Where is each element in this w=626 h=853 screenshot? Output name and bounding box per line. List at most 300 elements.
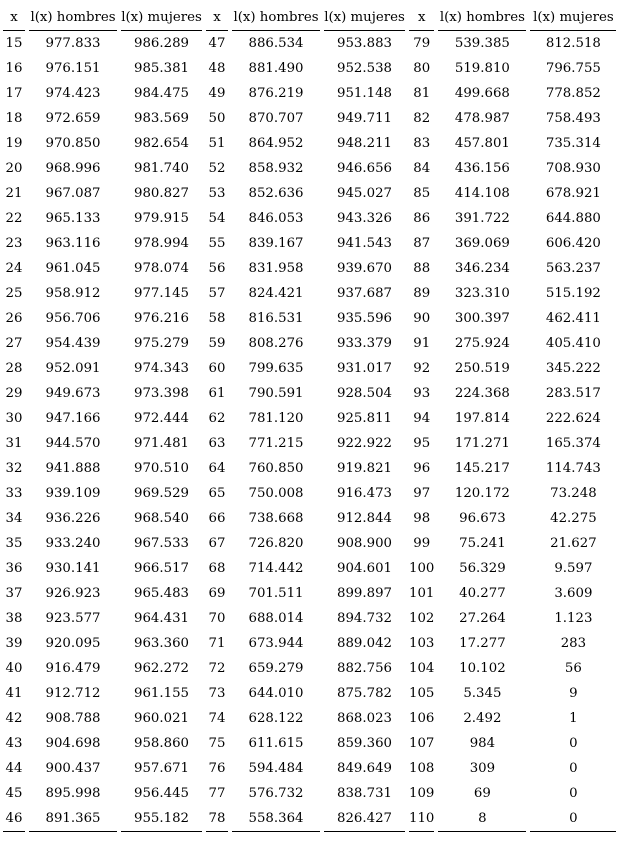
cell-mujeres-1: 962.272	[134, 661, 189, 676]
cell-x-2: 47	[208, 36, 226, 51]
cell-x-2: 70	[208, 611, 226, 626]
cell-x-1: 38	[5, 611, 23, 626]
cell-mujeres-1: 983.569	[134, 111, 189, 126]
life-table	[0, 5, 620, 832]
cell-hombres-3: 10.102	[459, 661, 506, 676]
cell-mujeres-2: 948.211	[337, 136, 392, 151]
cell-hombres-3: 171.271	[454, 436, 510, 451]
cell-hombres-2: 824.421	[248, 286, 304, 301]
cell-x-1: 25	[5, 286, 23, 301]
cell-x-1: 15	[5, 36, 23, 51]
table-row	[3, 231, 616, 256]
cell-x-1: 18	[5, 111, 23, 126]
cell-x-1: 44	[5, 761, 23, 776]
cell-x-1: 22	[5, 211, 23, 226]
cell-mujeres-2: 949.711	[337, 111, 392, 126]
cell-x-1: 43	[5, 736, 23, 751]
cell-mujeres-3: 1	[569, 711, 578, 726]
cell-hombres-3: 197.814	[454, 411, 510, 426]
cell-mujeres-1: 985.381	[134, 61, 189, 76]
cell-hombres-2: 790.591	[248, 386, 304, 401]
cell-hombres-2: 750.008	[248, 486, 304, 501]
cell-x-1: 16	[5, 61, 23, 76]
header-hombres-2: l(x) hombres	[232, 5, 320, 31]
cell-hombres-1: 970.850	[45, 136, 101, 151]
table-row	[3, 106, 616, 131]
cell-x-3: 91	[413, 336, 431, 351]
cell-mujeres-2: 899.897	[337, 586, 392, 601]
cell-mujeres-2: 941.543	[337, 236, 392, 251]
cell-mujeres-1: 982.654	[134, 136, 189, 151]
cell-mujeres-3: 0	[569, 786, 578, 801]
cell-mujeres-3: 405.410	[545, 336, 601, 351]
cell-x-3: 84	[413, 161, 431, 176]
cell-mujeres-3: 515.192	[545, 286, 601, 301]
cell-hombres-3: 69	[473, 786, 491, 801]
cell-hombres-2: 738.668	[248, 511, 304, 526]
cell-x-2: 64	[208, 461, 226, 476]
cell-x-1: 19	[5, 136, 23, 151]
cell-hombres-1: 967.087	[45, 186, 101, 201]
cell-mujeres-1: 976.216	[134, 311, 189, 326]
cell-hombres-2: 846.053	[248, 211, 304, 226]
cell-x-3: 81	[413, 86, 431, 101]
cell-mujeres-1: 978.074	[134, 261, 189, 276]
cell-mujeres-3: 708.930	[545, 161, 601, 176]
cell-x-3: 79	[413, 36, 431, 51]
cell-hombres-1: 916.479	[45, 661, 101, 676]
cell-x-1: 29	[5, 386, 23, 401]
cell-hombres-1: 908.788	[45, 711, 101, 726]
cell-mujeres-3: 0	[530, 806, 616, 832]
cell-hombres-1: 920.095	[45, 636, 101, 651]
cell-x-1: 33	[5, 486, 23, 501]
cell-x-2: 54	[208, 211, 226, 226]
cell-mujeres-1: 969.529	[134, 486, 189, 501]
cell-mujeres-1: 957.671	[134, 761, 189, 776]
cell-x-1: 21	[5, 186, 23, 201]
cell-x-2: 63	[208, 436, 226, 451]
cell-hombres-3: 250.519	[454, 361, 510, 376]
cell-hombres-1: 912.712	[45, 686, 101, 701]
cell-mujeres-3: 812.518	[545, 36, 601, 51]
cell-mujeres-3: 678.921	[545, 186, 601, 201]
cell-mujeres-3: 644.880	[545, 211, 601, 226]
cell-hombres-2: 876.219	[248, 86, 304, 101]
cell-x-1: 30	[5, 411, 23, 426]
cell-hombres-1: 965.133	[45, 211, 101, 226]
cell-mujeres-3: 778.852	[545, 86, 601, 101]
cell-hombres-3: 414.108	[454, 186, 510, 201]
cell-mujeres-2: 838.731	[337, 786, 392, 801]
cell-mujeres-2: 937.687	[337, 286, 392, 301]
cell-x-1: 17	[5, 86, 23, 101]
cell-hombres-1: 933.240	[45, 536, 101, 551]
table-row	[3, 531, 616, 556]
cell-x-2: 48	[208, 61, 226, 76]
cell-hombres-2: 576.732	[248, 786, 304, 801]
header-x-3: x	[409, 5, 434, 31]
cell-mujeres-2: 943.326	[337, 211, 392, 226]
cell-x-2: 55	[208, 236, 226, 251]
cell-mujeres-3: 9.597	[554, 561, 593, 576]
cell-x-1: 26	[5, 311, 23, 326]
cell-hombres-2: 714.442	[248, 561, 304, 576]
cell-x-2: 75	[208, 736, 226, 751]
cell-mujeres-3: 73.248	[550, 486, 597, 501]
cell-x-3: 88	[413, 261, 431, 276]
cell-mujeres-3: 563.237	[545, 261, 601, 276]
cell-hombres-2: 688.014	[248, 611, 304, 626]
cell-hombres-3: 224.368	[454, 386, 510, 401]
cell-mujeres-1: 968.540	[134, 511, 189, 526]
cell-hombres-2: 831.958	[248, 261, 304, 276]
cell-x-3: 103	[409, 636, 435, 651]
cell-hombres-2: 799.635	[248, 361, 304, 376]
cell-x-1: 31	[5, 436, 23, 451]
cell-x-3: 104	[409, 661, 435, 676]
cell-hombres-2: 864.952	[248, 136, 304, 151]
cell-hombres-3: 5.345	[463, 686, 502, 701]
cell-hombres-3: 96.673	[459, 511, 506, 526]
cell-mujeres-1: 973.398	[134, 386, 189, 401]
table-row	[3, 81, 616, 106]
table-row	[3, 381, 616, 406]
cell-mujeres-3: 3.609	[554, 586, 593, 601]
cell-x-3: 87	[413, 236, 431, 251]
cell-mujeres-1: 979.915	[134, 211, 189, 226]
cell-x-2: 60	[208, 361, 226, 376]
cell-hombres-3: 56.329	[459, 561, 506, 576]
cell-x-2: 67	[208, 536, 226, 551]
cell-hombres-1: 976.151	[45, 61, 101, 76]
cell-x-2: 62	[208, 411, 226, 426]
cell-hombres-1: 956.706	[45, 311, 101, 326]
cell-mujeres-1: 960.021	[134, 711, 189, 726]
cell-hombres-1: 895.998	[45, 786, 101, 801]
cell-hombres-1: 952.091	[45, 361, 101, 376]
cell-mujeres-2: 912.844	[337, 511, 392, 526]
cell-x-2: 58	[208, 311, 226, 326]
cell-mujeres-2: 916.473	[337, 486, 392, 501]
cell-mujeres-1: 971.481	[134, 436, 189, 451]
cell-mujeres-3: 796.755	[545, 61, 601, 76]
cell-x-3: 110	[409, 806, 434, 832]
cell-x-3: 106	[409, 711, 435, 726]
cell-x-2: 49	[208, 86, 226, 101]
cell-mujeres-2: 875.782	[337, 686, 392, 701]
table-body	[3, 31, 616, 832]
cell-x-2: 73	[208, 686, 226, 701]
cell-mujeres-1: 978.994	[134, 236, 189, 251]
cell-hombres-3: 984	[469, 736, 496, 751]
cell-x-1: 40	[5, 661, 23, 676]
cell-hombres-1: 954.439	[45, 336, 101, 351]
cell-mujeres-2: 849.649	[337, 761, 392, 776]
cell-mujeres-1: 967.533	[134, 536, 189, 551]
table-row	[3, 481, 616, 506]
cell-x-1: 35	[5, 536, 23, 551]
cell-x-2: 56	[208, 261, 226, 276]
header-x-2: x	[206, 5, 228, 31]
cell-mujeres-2: 925.811	[337, 411, 392, 426]
cell-hombres-2: 611.615	[248, 736, 304, 751]
cell-hombres-1: 941.888	[45, 461, 101, 476]
table-row	[3, 806, 616, 832]
header-row	[3, 5, 616, 31]
cell-hombres-3: 300.397	[454, 311, 510, 326]
cell-mujeres-1: 961.155	[134, 686, 189, 701]
table-row	[3, 606, 616, 631]
cell-mujeres-1: 980.827	[134, 186, 189, 201]
cell-x-3: 94	[413, 411, 431, 426]
table-row	[3, 306, 616, 331]
cell-hombres-1: 904.698	[45, 736, 101, 751]
cell-mujeres-1: 965.483	[134, 586, 189, 601]
cell-x-3: 97	[413, 486, 431, 501]
cell-hombres-3: 346.234	[454, 261, 510, 276]
cell-x-2: 51	[208, 136, 226, 151]
table-row	[3, 156, 616, 181]
cell-mujeres-2: 859.360	[337, 736, 392, 751]
cell-hombres-3: 323.310	[454, 286, 510, 301]
cell-hombres-2: 558.364	[232, 806, 320, 832]
cell-mujeres-3: 735.314	[545, 136, 601, 151]
cell-x-1: 32	[5, 461, 23, 476]
table-row	[3, 456, 616, 481]
cell-hombres-3: 309	[469, 761, 496, 776]
cell-mujeres-1: 984.475	[134, 86, 189, 101]
table-row	[3, 431, 616, 456]
cell-x-2: 76	[208, 761, 226, 776]
cell-hombres-1: 963.116	[45, 236, 101, 251]
cell-x-3: 102	[409, 611, 435, 626]
cell-x-3: 90	[413, 311, 431, 326]
cell-hombres-3: 457.801	[454, 136, 510, 151]
cell-x-2: 72	[208, 661, 226, 676]
cell-x-1: 20	[5, 161, 23, 176]
cell-x-2: 57	[208, 286, 226, 301]
cell-hombres-3: 499.668	[454, 86, 510, 101]
cell-mujeres-2: 919.821	[337, 461, 392, 476]
cell-mujeres-1: 963.360	[134, 636, 189, 651]
table-row	[3, 756, 616, 781]
cell-x-2: 77	[208, 786, 226, 801]
table-row	[3, 406, 616, 431]
cell-hombres-3: 539.385	[454, 36, 510, 51]
cell-mujeres-3: 9	[569, 686, 578, 701]
table-row	[3, 206, 616, 231]
cell-x-1: 28	[5, 361, 23, 376]
cell-hombres-2: 771.215	[248, 436, 304, 451]
cell-x-2: 71	[208, 636, 226, 651]
header-mujeres-2: l(x) mujeres	[324, 5, 405, 31]
cell-hombres-2: 594.484	[248, 761, 304, 776]
cell-mujeres-1: 970.510	[134, 461, 189, 476]
cell-x-1: 39	[5, 636, 23, 651]
cell-mujeres-2: 882.756	[337, 661, 392, 676]
cell-mujeres-2: 904.601	[337, 561, 392, 576]
cell-hombres-1: 977.833	[45, 36, 101, 51]
cell-x-3: 107	[409, 736, 435, 751]
cell-x-3: 95	[413, 436, 431, 451]
cell-x-3: 92	[413, 361, 431, 376]
cell-x-3: 86	[413, 211, 431, 226]
cell-hombres-1: 930.141	[45, 561, 101, 576]
cell-hombres-1: 947.166	[45, 411, 101, 426]
cell-mujeres-3: 283	[560, 636, 587, 651]
cell-hombres-3: 519.810	[454, 61, 510, 76]
table-row	[3, 656, 616, 681]
cell-hombres-1: 891.365	[29, 806, 117, 832]
cell-x-1: 37	[5, 586, 23, 601]
cell-x-3: 85	[413, 186, 431, 201]
cell-x-3: 89	[413, 286, 431, 301]
cell-x-1: 24	[5, 261, 23, 276]
cell-mujeres-1: 964.431	[134, 611, 189, 626]
cell-mujeres-2: 931.017	[337, 361, 392, 376]
cell-x-1: 34	[5, 511, 23, 526]
cell-x-2: 74	[208, 711, 226, 726]
cell-mujeres-3: 222.624	[545, 411, 601, 426]
cell-x-3: 80	[413, 61, 431, 76]
table-row	[3, 331, 616, 356]
cell-hombres-2: 852.636	[248, 186, 304, 201]
cell-mujeres-3: 606.420	[545, 236, 601, 251]
cell-x-1: 36	[5, 561, 23, 576]
cell-x-3: 101	[409, 586, 435, 601]
table-row	[3, 56, 616, 81]
cell-x-3: 105	[409, 686, 435, 701]
cell-hombres-1: 974.423	[45, 86, 101, 101]
table-row	[3, 356, 616, 381]
cell-hombres-1: 968.996	[45, 161, 101, 176]
cell-mujeres-2: 868.023	[337, 711, 392, 726]
cell-hombres-2: 760.850	[248, 461, 304, 476]
cell-hombres-2: 858.932	[248, 161, 304, 176]
table-row	[3, 681, 616, 706]
cell-mujeres-1: 981.740	[134, 161, 189, 176]
cell-mujeres-1: 986.289	[134, 36, 189, 51]
table-row	[3, 181, 616, 206]
cell-hombres-3: 145.217	[454, 461, 510, 476]
header-x-1: x	[3, 5, 25, 31]
cell-x-1: 23	[5, 236, 23, 251]
table-row	[3, 281, 616, 306]
table-row	[3, 31, 616, 56]
cell-x-1: 46	[3, 806, 25, 832]
cell-hombres-1: 923.577	[45, 611, 101, 626]
cell-mujeres-3: 0	[569, 761, 578, 776]
cell-mujeres-1: 977.145	[134, 286, 189, 301]
cell-mujeres-1: 975.279	[134, 336, 189, 351]
cell-mujeres-3: 1.123	[554, 611, 593, 626]
cell-hombres-3: 120.172	[454, 486, 510, 501]
cell-hombres-1: 972.659	[45, 111, 101, 126]
header-hombres-3: l(x) hombres	[438, 5, 526, 31]
cell-hombres-3: 75.241	[459, 536, 506, 551]
cell-hombres-3: 275.924	[454, 336, 510, 351]
cell-hombres-1: 926.923	[45, 586, 101, 601]
cell-mujeres-3: 345.222	[545, 361, 601, 376]
cell-mujeres-1: 958.860	[134, 736, 189, 751]
cell-x-3: 93	[413, 386, 431, 401]
cell-x-2: 50	[208, 111, 226, 126]
cell-hombres-3: 369.069	[454, 236, 510, 251]
cell-mujeres-3: 758.493	[545, 111, 601, 126]
cell-x-3: 82	[413, 111, 431, 126]
cell-x-2: 59	[208, 336, 226, 351]
cell-x-2: 68	[208, 561, 226, 576]
cell-hombres-1: 958.912	[45, 286, 101, 301]
cell-hombres-3: 17.277	[459, 636, 506, 651]
header-mujeres-1: l(x) mujeres	[121, 5, 202, 31]
cell-mujeres-2: 939.670	[337, 261, 392, 276]
cell-mujeres-2: 894.732	[337, 611, 392, 626]
table-row	[3, 631, 616, 656]
cell-mujeres-1: 972.444	[134, 411, 189, 426]
cell-x-3: 96	[413, 461, 431, 476]
cell-hombres-2: 886.534	[248, 36, 304, 51]
cell-hombres-1: 949.673	[45, 386, 101, 401]
cell-hombres-2: 659.279	[248, 661, 304, 676]
cell-x-2: 65	[208, 486, 226, 501]
cell-x-3: 99	[413, 536, 431, 551]
cell-mujeres-3: 165.374	[545, 436, 601, 451]
cell-mujeres-2: 946.656	[337, 161, 392, 176]
cell-mujeres-2: 945.027	[337, 186, 392, 201]
cell-x-3: 108	[409, 761, 435, 776]
cell-hombres-1: 936.226	[45, 511, 101, 526]
cell-hombres-2: 701.511	[248, 586, 304, 601]
cell-hombres-2: 781.120	[248, 411, 304, 426]
cell-mujeres-2: 933.379	[337, 336, 392, 351]
cell-x-1: 27	[5, 336, 23, 351]
table-row	[3, 506, 616, 531]
cell-hombres-3: 27.264	[459, 611, 506, 626]
header-hombres-1: l(x) hombres	[29, 5, 117, 31]
cell-mujeres-3: 283.517	[545, 386, 601, 401]
cell-hombres-3: 40.277	[459, 586, 506, 601]
cell-hombres-2: 726.820	[248, 536, 304, 551]
cell-mujeres-2: 953.883	[337, 36, 392, 51]
cell-hombres-2: 870.707	[248, 111, 304, 126]
cell-hombres-2: 644.010	[248, 686, 304, 701]
cell-hombres-1: 944.570	[45, 436, 101, 451]
cell-mujeres-3: 56	[564, 661, 582, 676]
cell-mujeres-1: 974.343	[134, 361, 189, 376]
cell-mujeres-2: 908.900	[337, 536, 392, 551]
cell-x-3: 83	[413, 136, 431, 151]
cell-hombres-3: 478.987	[454, 111, 510, 126]
cell-hombres-1: 961.045	[45, 261, 101, 276]
cell-mujeres-2: 826.427	[324, 806, 405, 832]
cell-hombres-3: 2.492	[463, 711, 502, 726]
cell-hombres-3: 8	[438, 806, 526, 832]
cell-x-2: 53	[208, 186, 226, 201]
header-mujeres-3: l(x) mujeres	[530, 5, 616, 31]
cell-hombres-3: 391.722	[454, 211, 510, 226]
cell-x-3: 109	[409, 786, 435, 801]
cell-mujeres-2: 889.042	[337, 636, 392, 651]
cell-x-2: 61	[208, 386, 226, 401]
table-row	[3, 781, 616, 806]
cell-x-3: 98	[413, 511, 431, 526]
cell-x-2: 66	[208, 511, 226, 526]
cell-mujeres-2: 935.596	[337, 311, 392, 326]
cell-hombres-3: 436.156	[454, 161, 510, 176]
table-row	[3, 556, 616, 581]
